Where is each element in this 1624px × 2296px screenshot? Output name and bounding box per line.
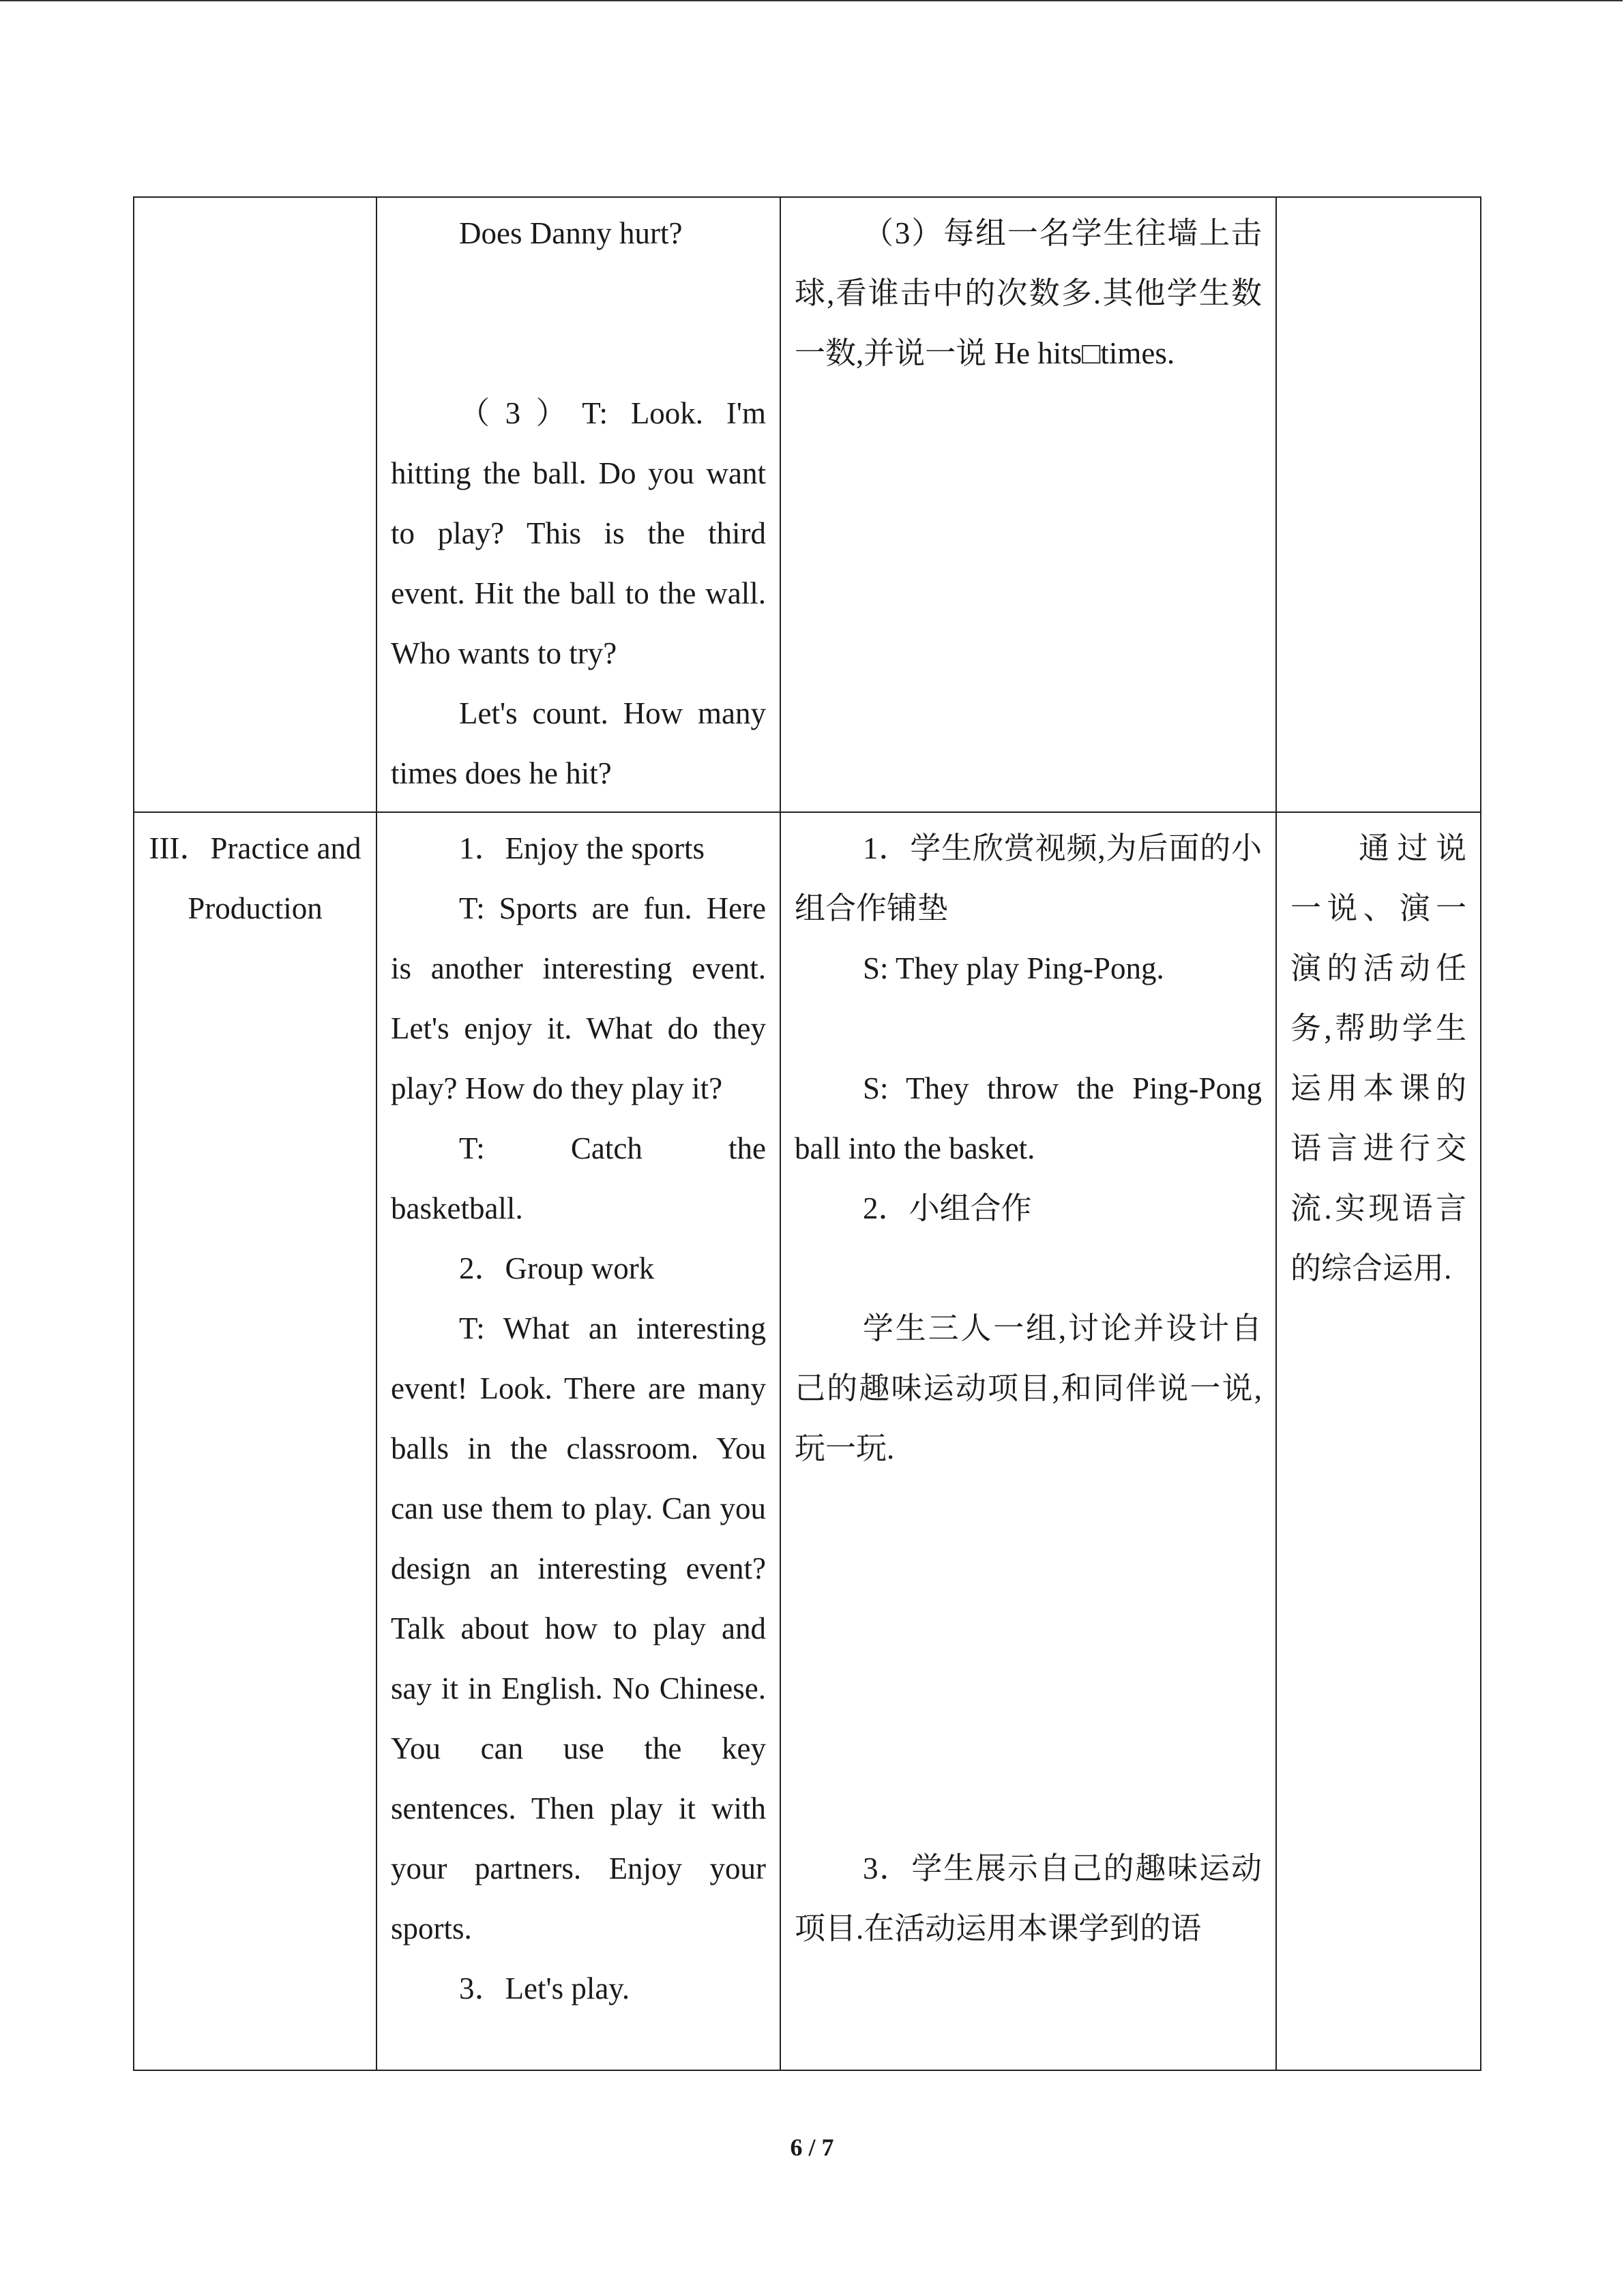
teacher-activity-cell xyxy=(377,197,780,812)
page-top-border xyxy=(0,0,1623,1)
student-text: S: They throw the Ping-Pong ball into the basket. xyxy=(795,1071,1262,1165)
teacher-text: 3．Let's play. xyxy=(459,1971,630,2006)
teacher-text: basketball. xyxy=(391,1191,523,1225)
teacher-text: T: Catch the xyxy=(459,1131,766,1165)
teacher-text: T: What an interesting event! Look. There are many balls in the classroom. You can use them to play. Can you design an interesting event? Talk about how to play and say it in English. No Chinese. You can use the key sentences. Then play it with your partners. Enjoy your sports. xyxy=(391,1311,766,1945)
student-text: （3）每组一名学生往墙上击球,看谁击中的次数多.其他学生数一数,并说一说 He hits□times. xyxy=(795,216,1262,370)
teacher-text: 2．Group work xyxy=(459,1251,655,1285)
teacher-activity-cell xyxy=(377,812,780,2070)
stage-label: III．Practice and Production xyxy=(149,831,361,925)
student-text: S: They play Ping-Pong. xyxy=(863,951,1164,985)
stage-cell xyxy=(134,812,377,2070)
teacher-text: Let's count. How many times does he hit? xyxy=(391,696,766,790)
stage-cell xyxy=(134,197,377,812)
teacher-text: 1．Enjoy the sports xyxy=(459,831,705,865)
teacher-text: Does Danny hurt? xyxy=(459,216,683,250)
table-row xyxy=(134,197,1481,812)
student-text: 1．学生欣赏视频,为后面的小组合作铺垫 xyxy=(795,831,1262,925)
lesson-plan-table xyxy=(133,196,1481,2071)
table-row xyxy=(134,812,1481,2070)
teacher-text: （3）T: Look. I'm hitting the ball. Do you want to play? This is the third event. Hit the ball to the wall. Who wants to try? xyxy=(391,396,766,670)
purpose-text: 通过说一说、演一演的活动任务,帮助学生运用本课的语言进行交流.实现语言的综合运用. xyxy=(1290,831,1466,1285)
student-text: 2．小组合作 xyxy=(863,1191,1032,1225)
purpose-cell xyxy=(1276,812,1481,2070)
purpose-cell xyxy=(1276,197,1481,812)
page-number: 6 / 7 xyxy=(790,2134,834,2161)
student-activity-cell xyxy=(780,812,1276,2070)
teacher-text: T: Sports are fun. Here is another interesting event. Let's enjoy it. What do they play? How do they play it? xyxy=(391,891,766,1105)
student-text: 学生三人一组,讨论并设计自己的趣味运动项目,和同伴说一说,玩一玩. xyxy=(795,1311,1262,1465)
student-activity-cell xyxy=(780,197,1276,812)
student-text: 3．学生展示自己的趣味运动项目.在活动运用本课学到的语 xyxy=(795,1851,1262,1945)
